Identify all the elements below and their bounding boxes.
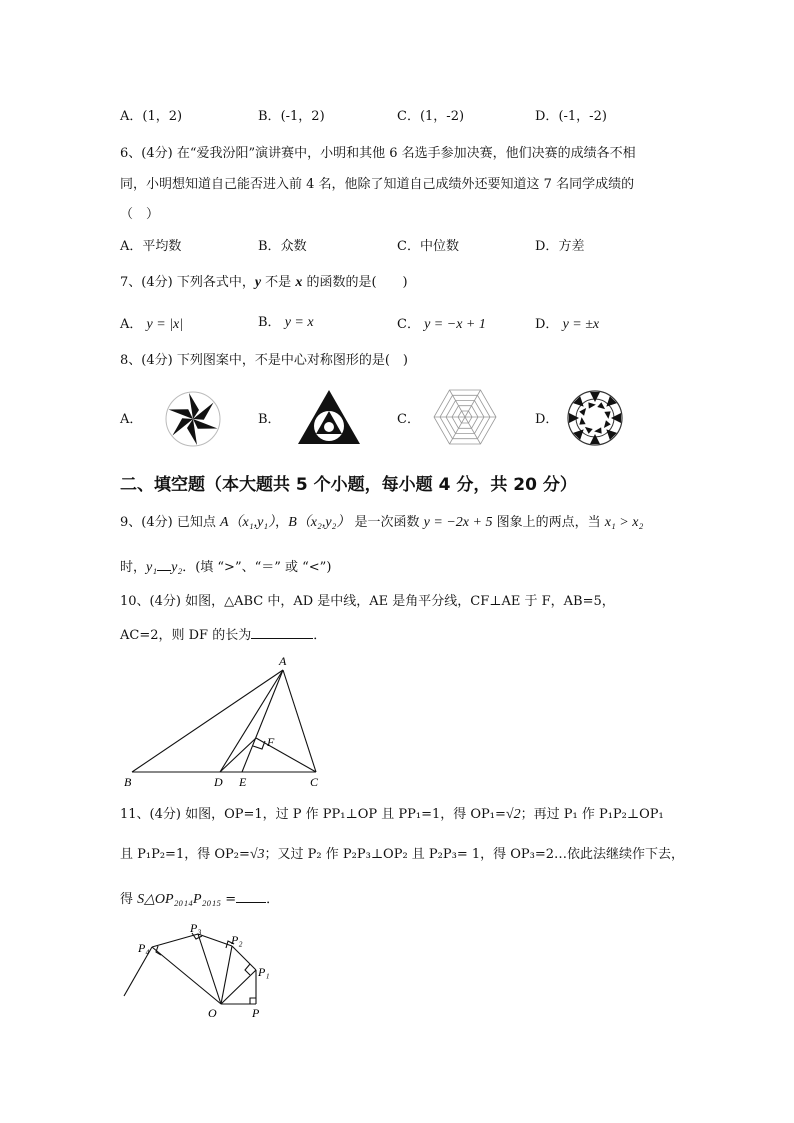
q9-line2: 时，y₁ y₂．(填 “>”、“＝” 或 “<”)	[120, 556, 331, 577]
q7-option-a: A． y = |x|	[120, 317, 184, 332]
label-P: P	[252, 1006, 260, 1020]
q10-answer-blank[interactable]	[251, 624, 313, 639]
q5-option-a: A．(1，2)	[120, 109, 183, 124]
label-P2: P₂	[231, 933, 243, 947]
q11-answer-blank[interactable]	[236, 888, 266, 903]
q10-line1: 10、(4分) 如图，△ABC 中，AD 是中线，AE 是角平分线，CF⊥AE 于 F，AB=5，	[120, 594, 615, 609]
q5-option-d: D．(-1，-2)	[535, 109, 607, 124]
q8-option-d-letter: D．	[535, 412, 559, 427]
q6-option-d: D．方差	[535, 239, 585, 254]
label-B: B	[124, 775, 132, 789]
q11-line2: 且 P₁P₂=1，得 OP₂=√3；又过 P₂ 作 P₂P₃⊥OP₂ 且 P₂P₃= 1，得 OP₃=2…依此法继续作下去，	[120, 847, 685, 862]
triangle-abc-figure	[120, 652, 340, 792]
q6-option-c: C．中位数	[397, 239, 459, 254]
triangle-circle-icon	[296, 388, 362, 446]
q9-line1: 9、(4分) 已知点 A（x₁,y₁），B（x₂,y₂） 是一次函数 y = −2x + 5 图象上的两点，当 x₁ > x₂	[120, 515, 644, 530]
q8-stem: 8、(4分) 下列图案中，不是中心对称图形的是( )	[120, 353, 408, 368]
label-A: A	[279, 654, 287, 668]
q5-option-b: B．(-1，2)	[258, 109, 325, 124]
q11-line1: 11、(4分) 如图，OP=1，过 P 作 PP₁⊥OP 且 PP₁=1，得 OP₁=√2；再过 P₁ 作 P₁P₂⊥OP₁	[120, 807, 664, 822]
label-D: D	[214, 775, 223, 789]
q6-line1: 6、(4分) 在“爱我汾阳”演讲赛中，小明和其他 6 名选手参加决赛，他们决赛的成绩各不相	[120, 146, 636, 161]
q7-option-c: C． y = −x + 1	[397, 317, 486, 332]
q6-option-b: B．众数	[258, 239, 307, 254]
q7-stem: 7、(4分) 下列各式中，y 不是 x 的函数的是( )	[120, 275, 408, 290]
q7-option-d: D． y = ±x	[535, 317, 600, 332]
label-E: E	[239, 775, 247, 789]
label-O: O	[208, 1006, 217, 1020]
label-C: C	[310, 775, 319, 789]
q6-option-a: A．平均数	[120, 239, 182, 254]
label-P3: P₃	[190, 921, 202, 935]
q6-line2: 同，小明想知道自己能否进入前 4 名，他除了知道自己成绩外还要知道这 7 名同学成绩的	[120, 177, 635, 192]
q8-option-a-letter: A．	[120, 412, 143, 427]
label-P4: P₄	[138, 941, 150, 955]
q10-line2: AC=2，则 DF 的长为 ．	[120, 624, 326, 645]
spiral-triangles-figure	[120, 920, 290, 1025]
label-P1: P₁	[258, 965, 270, 979]
pinwheel-icon	[163, 390, 223, 448]
q8-option-b-letter: B．	[258, 412, 281, 427]
q9-answer-blank[interactable]	[157, 556, 171, 571]
q6-line3: （ ）	[120, 207, 160, 222]
label-F: F	[267, 735, 275, 749]
q11-line3: 得 S△OP₂₀₁₄P₂₀₁₅ = ．	[120, 888, 279, 909]
q8-option-c-letter: C．	[397, 412, 420, 427]
q7-option-b: B． y = x	[258, 315, 314, 330]
arrow-ring-icon	[566, 389, 624, 447]
q5-option-c: C．(1，-2)	[397, 109, 465, 124]
hexagon-web-icon	[433, 388, 497, 446]
section-title-fill-in: 二、填空题（本大题共 5 个小题，每小题 4 分，共 20 分）	[120, 475, 577, 495]
